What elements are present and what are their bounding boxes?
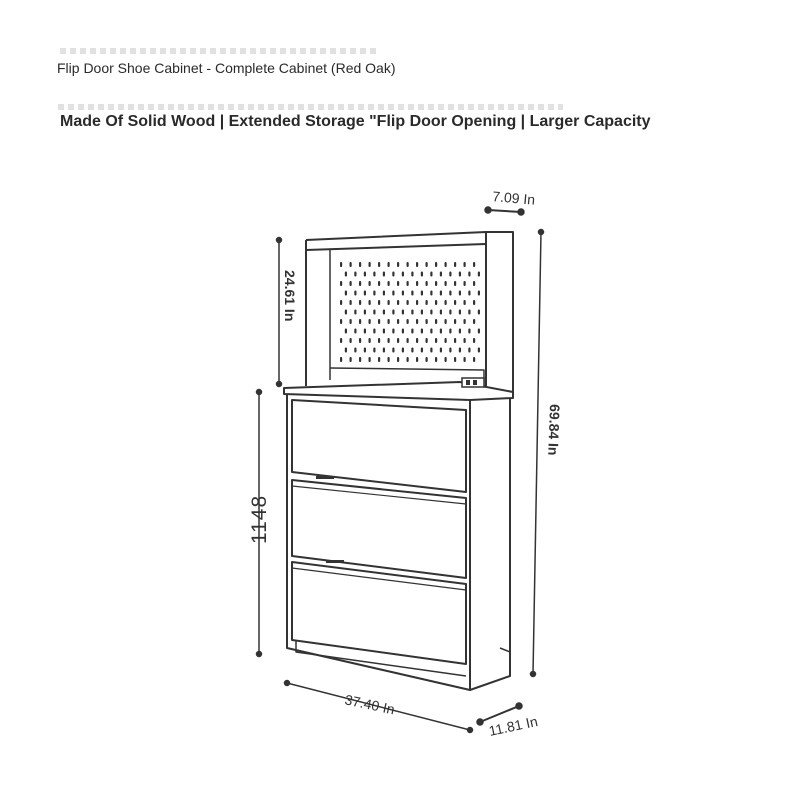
- pegboard-hole: [369, 300, 371, 305]
- pegboard-hole: [350, 300, 352, 305]
- pegboard-hole: [359, 338, 361, 343]
- pegboard-hole: [378, 338, 380, 343]
- pegboard-hole: [397, 319, 399, 324]
- pegboard-hole: [440, 348, 442, 353]
- pegboard-hole: [369, 262, 371, 267]
- pegboard-hole: [449, 329, 451, 334]
- pegboard-hole: [416, 262, 418, 267]
- pegboard-hole: [402, 272, 404, 277]
- pegboard-hole: [402, 348, 404, 353]
- pegboard-hole: [407, 300, 409, 305]
- pegboard-hole: [388, 300, 390, 305]
- hutch-inner-top: [306, 244, 486, 250]
- pegboard-hole: [359, 319, 361, 324]
- pegboard-hole: [340, 357, 342, 362]
- pegboard-hole: [340, 300, 342, 305]
- pegboard-hole: [350, 281, 352, 286]
- pegboard-hole: [445, 262, 447, 267]
- pegboard-hole: [383, 348, 385, 353]
- pegboard-hole: [468, 310, 470, 315]
- pegboard-hole: [473, 338, 475, 343]
- pegboard-hole: [369, 357, 371, 362]
- pegboard-hole: [440, 272, 442, 277]
- pegboard-hole: [435, 281, 437, 286]
- pegboard-hole: [440, 329, 442, 334]
- pegboard-hole: [373, 329, 375, 334]
- pegboard-hole: [345, 310, 347, 315]
- pegboard: [340, 262, 480, 362]
- pegboard-hole: [397, 262, 399, 267]
- pegboard-hole: [454, 319, 456, 324]
- base-side-notch: [500, 648, 510, 652]
- pegboard-hole: [340, 262, 342, 267]
- pegboard-hole: [364, 272, 366, 277]
- pegboard-hole: [378, 357, 380, 362]
- pegboard-hole: [364, 329, 366, 334]
- pegboard-hole: [388, 281, 390, 286]
- label-width: 37.40 In: [343, 691, 397, 718]
- label-depth: 11.81 In: [487, 712, 540, 739]
- label-hutch-height: 24.61 In: [282, 270, 298, 322]
- pegboard-hole: [426, 357, 428, 362]
- pegboard-hole: [473, 262, 475, 267]
- pegboard-hole: [359, 262, 361, 267]
- pegboard-hole: [426, 281, 428, 286]
- pegboard-hole: [350, 319, 352, 324]
- pegboard-hole: [392, 310, 394, 315]
- pegboard-hole: [345, 291, 347, 296]
- label-base-height: 1148: [248, 494, 271, 544]
- pegboard-hole: [354, 310, 356, 315]
- pegboard-hole: [478, 348, 480, 353]
- pegboard-hole: [354, 291, 356, 296]
- pegboard-hole: [369, 281, 371, 286]
- pegboard-hole: [383, 272, 385, 277]
- pegboard-hole: [340, 338, 342, 343]
- pegboard-hole: [397, 357, 399, 362]
- pegboard-hole: [411, 348, 413, 353]
- pegboard-hole: [388, 262, 390, 267]
- pegboard-hole: [402, 310, 404, 315]
- pegboard-hole: [416, 319, 418, 324]
- dim-line-total-height: [533, 232, 541, 674]
- pegboard-hole: [411, 291, 413, 296]
- pegboard-hole: [407, 281, 409, 286]
- pegboard-hole: [440, 310, 442, 315]
- pegboard-hole: [388, 338, 390, 343]
- pegboard-hole: [473, 281, 475, 286]
- pegboard-hole: [407, 262, 409, 267]
- pegboard-hole: [454, 357, 456, 362]
- pegboard-hole: [411, 329, 413, 334]
- pegboard-hole: [426, 338, 428, 343]
- pegboard-hole: [364, 348, 366, 353]
- pegboard-hole: [416, 281, 418, 286]
- pegboard-hole: [445, 300, 447, 305]
- pegboard-hole: [464, 357, 466, 362]
- pegboard-hole: [459, 329, 461, 334]
- product-subtitle: Made Of Solid Wood | Extended Storage "Flip Door Opening | Larger Capacity: [60, 113, 651, 130]
- pegboard-hole: [350, 262, 352, 267]
- pegboard-hole: [454, 262, 456, 267]
- pegboard-hole: [459, 272, 461, 277]
- pegboard-hole: [388, 319, 390, 324]
- pegboard-hole: [407, 338, 409, 343]
- pegboard-hole: [354, 329, 356, 334]
- pegboard-hole: [378, 319, 380, 324]
- pegboard-hole: [430, 329, 432, 334]
- base-cabinet-body: [287, 394, 510, 690]
- pegboard-hole: [445, 281, 447, 286]
- pegboard-hole: [402, 291, 404, 296]
- pegboard-hole: [435, 300, 437, 305]
- pegboard-hole: [449, 348, 451, 353]
- pegboard-hole: [411, 272, 413, 277]
- pegboard-hole: [383, 310, 385, 315]
- pegboard-hole: [468, 348, 470, 353]
- pegboard-hole: [445, 357, 447, 362]
- drawer-3: [292, 562, 466, 664]
- pegboard-hole: [478, 310, 480, 315]
- pegboard-hole: [464, 319, 466, 324]
- pegboard-hole: [402, 329, 404, 334]
- label-total-height: 69.84 In: [545, 403, 563, 456]
- pegboard-hole: [445, 338, 447, 343]
- pegboard-hole: [464, 281, 466, 286]
- pegboard-hole: [345, 329, 347, 334]
- pegboard-hole: [435, 357, 437, 362]
- pegboard-hole: [373, 348, 375, 353]
- pegboard-hole: [345, 348, 347, 353]
- pegboard-hole: [468, 329, 470, 334]
- pegboard-hole: [478, 291, 480, 296]
- pegboard-hole: [416, 338, 418, 343]
- pegboard-hole: [473, 319, 475, 324]
- pegboard-hole: [369, 319, 371, 324]
- pegboard-hole: [364, 310, 366, 315]
- pegboard-hole: [354, 272, 356, 277]
- pegboard-hole: [416, 357, 418, 362]
- pegboard-hole: [478, 329, 480, 334]
- pegboard-hole: [473, 357, 475, 362]
- product-title: Flip Door Shoe Cabinet - Complete Cabinet (Red Oak): [57, 60, 396, 76]
- pegboard-hole: [373, 272, 375, 277]
- dim-line-top-depth: [488, 210, 521, 212]
- pegboard-hole: [421, 272, 423, 277]
- pegboard-hole: [435, 262, 437, 267]
- pegboard-hole: [383, 329, 385, 334]
- pegboard-hole: [478, 272, 480, 277]
- pegboard-hole: [430, 291, 432, 296]
- pegboard-hole: [430, 310, 432, 315]
- pegboard-hole: [416, 300, 418, 305]
- pegboard-hole: [359, 357, 361, 362]
- pegboard-hole: [468, 291, 470, 296]
- pegboard-hole: [397, 281, 399, 286]
- label-top-depth: 7.09 In: [491, 188, 536, 208]
- pegboard-hole: [430, 348, 432, 353]
- pegboard-hole: [392, 348, 394, 353]
- pegboard-hole: [440, 291, 442, 296]
- pegboard-hole: [430, 272, 432, 277]
- pegboard-hole: [397, 338, 399, 343]
- pegboard-hole: [388, 357, 390, 362]
- pegboard-hole: [350, 357, 352, 362]
- pegboard-hole: [359, 281, 361, 286]
- power-outlet: [462, 378, 484, 387]
- pegboard-hole: [378, 300, 380, 305]
- pegboard-hole: [421, 310, 423, 315]
- pegboard-hole: [421, 329, 423, 334]
- toe-kick: [296, 640, 466, 676]
- pegboard-hole: [426, 262, 428, 267]
- pegboard-hole: [464, 338, 466, 343]
- pegboard-hole: [340, 281, 342, 286]
- pegboard-hole: [373, 310, 375, 315]
- pegboard-hole: [454, 338, 456, 343]
- pegboard-hole: [449, 272, 451, 277]
- pegboard-hole: [359, 300, 361, 305]
- pegboard-hole: [411, 310, 413, 315]
- pegboard-hole: [397, 300, 399, 305]
- pegboard-hole: [473, 300, 475, 305]
- pegboard-hole: [464, 262, 466, 267]
- pegboard-hole: [464, 300, 466, 305]
- pegboard-hole: [378, 281, 380, 286]
- pegboard-hole: [459, 291, 461, 296]
- pegboard-hole: [364, 291, 366, 296]
- pegboard-hole: [383, 291, 385, 296]
- pegboard-hole: [392, 329, 394, 334]
- pegboard-hole: [454, 300, 456, 305]
- pegboard-hole: [378, 262, 380, 267]
- pegboard-hole: [435, 338, 437, 343]
- pegboard-hole: [468, 272, 470, 277]
- pegboard-hole: [373, 291, 375, 296]
- pegboard-hole: [340, 319, 342, 324]
- pegboard-hole: [345, 272, 347, 277]
- pegboard-hole: [407, 319, 409, 324]
- pegboard-hole: [459, 348, 461, 353]
- pegboard-hole: [435, 319, 437, 324]
- pegboard-hole: [392, 272, 394, 277]
- pegboard-hole: [454, 281, 456, 286]
- pegboard-hole: [369, 338, 371, 343]
- pegboard-hole: [445, 319, 447, 324]
- pegboard-hole: [421, 291, 423, 296]
- pegboard-hole: [354, 348, 356, 353]
- pegboard-hole: [449, 310, 451, 315]
- pegboard-hole: [421, 348, 423, 353]
- pegboard-hole: [449, 291, 451, 296]
- pegboard-hole: [407, 357, 409, 362]
- pegboard-hole: [426, 319, 428, 324]
- pegboard-hole: [426, 300, 428, 305]
- pegboard-hole: [459, 310, 461, 315]
- pegboard-hole: [392, 291, 394, 296]
- pegboard-hole: [350, 338, 352, 343]
